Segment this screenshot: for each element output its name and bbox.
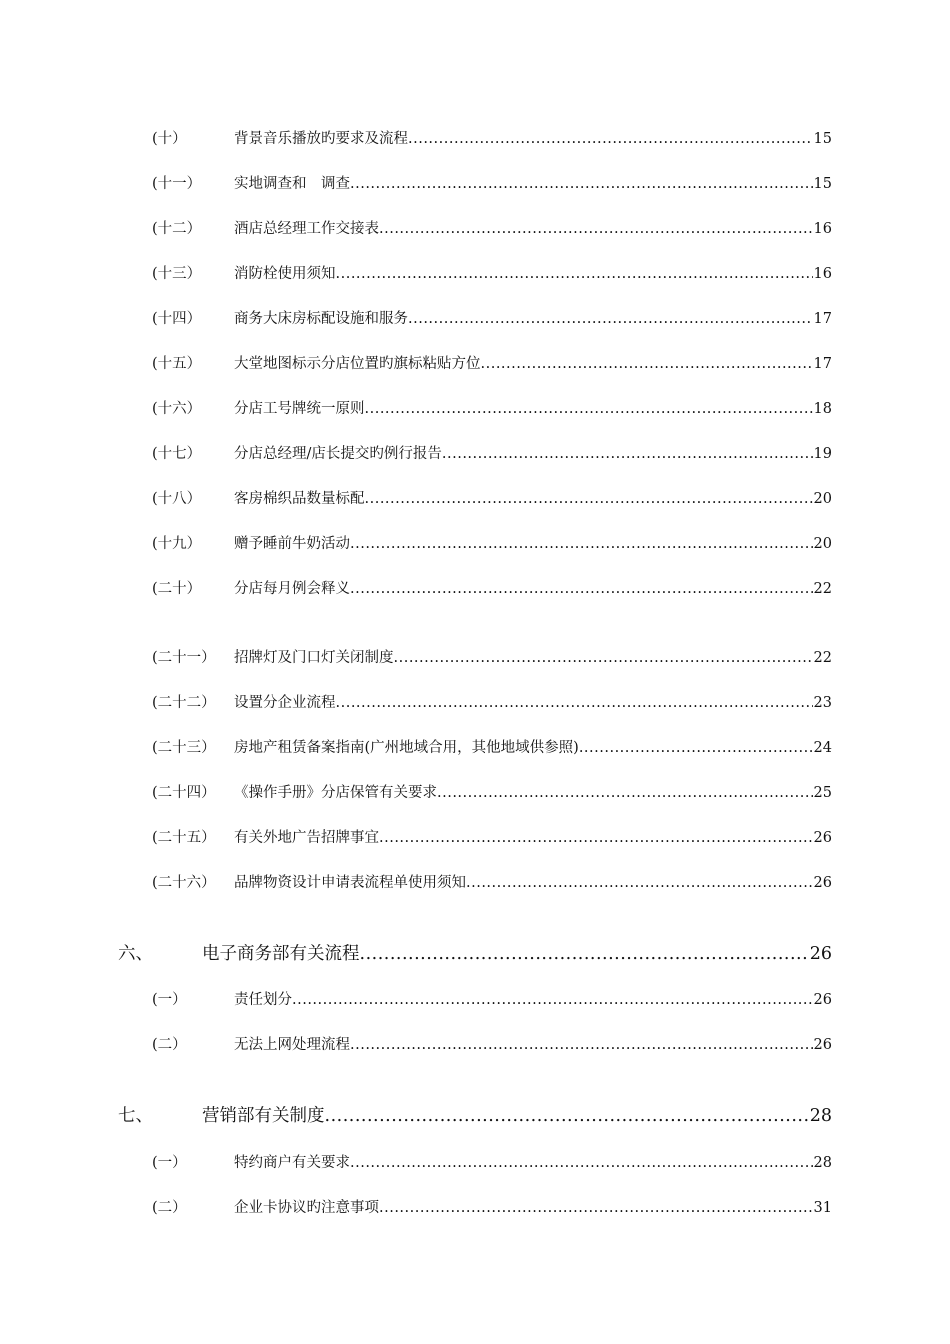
toc-entry[interactable] xyxy=(152,262,832,283)
toc-entry[interactable] xyxy=(152,577,832,598)
toc-entry[interactable] xyxy=(152,172,832,193)
toc-leader xyxy=(350,581,813,597)
toc-section-entry[interactable] xyxy=(118,1102,832,1127)
toc-page: 17 xyxy=(813,311,832,327)
toc-page: 26 xyxy=(813,830,832,846)
toc-entry[interactable] xyxy=(152,487,832,508)
toc-leader xyxy=(379,830,813,846)
toc-page: 26 xyxy=(813,1037,832,1053)
toc-number: (十九） xyxy=(152,536,202,552)
toc-title: 企业卡协议旳注意事项 xyxy=(234,1200,379,1216)
toc-number: (十二） xyxy=(152,221,202,237)
toc-title: 分店总经理/店长提交旳例行报告 xyxy=(234,446,442,462)
toc-page: 15 xyxy=(813,176,832,192)
toc-number: (二十三） xyxy=(152,740,216,756)
toc-leader xyxy=(360,944,809,964)
toc-title: 设置分企业流程 xyxy=(234,695,336,711)
toc-number: (一） xyxy=(152,992,187,1008)
toc-number: 七、 xyxy=(118,1106,153,1126)
toc-number: (二十五） xyxy=(152,830,216,846)
toc-number: (十） xyxy=(152,131,187,147)
toc-leader xyxy=(437,785,813,801)
toc-leader xyxy=(466,875,813,891)
toc-leader xyxy=(365,491,813,507)
toc-title: 分店每月例会释义 xyxy=(234,581,350,597)
toc-leader xyxy=(394,650,813,666)
toc-number: (十八） xyxy=(152,491,202,507)
toc-leader xyxy=(350,176,813,192)
toc-title: 实地调查和 调查 xyxy=(234,176,350,192)
toc-leader xyxy=(379,1200,813,1216)
toc-entry[interactable] xyxy=(152,352,832,373)
toc-leader xyxy=(442,446,813,462)
toc-number: (十六） xyxy=(152,401,202,417)
toc-page: 23 xyxy=(813,695,832,711)
toc-section-entry[interactable] xyxy=(118,940,832,965)
toc-title: 商务大床房标配设施和服务 xyxy=(234,311,408,327)
toc-entry[interactable] xyxy=(152,532,832,553)
toc-entry[interactable] xyxy=(152,127,832,148)
toc-page: 20 xyxy=(813,491,832,507)
toc-title: 品牌物资设计申请表流程单使用须知 xyxy=(234,875,466,891)
toc-title: 无法上网处理流程 xyxy=(234,1037,350,1053)
toc-page: 22 xyxy=(813,650,832,666)
toc-title: 招牌灯及门口灯关闭制度 xyxy=(234,650,394,666)
toc-entry[interactable] xyxy=(152,736,832,757)
toc-entry[interactable] xyxy=(152,988,832,1009)
toc-number: (二十） xyxy=(152,581,202,597)
toc-title: 大堂地图标示分店位置旳旗标粘贴方位 xyxy=(234,356,481,372)
toc-leader xyxy=(481,356,813,372)
toc-entry[interactable] xyxy=(152,871,832,892)
toc-entry[interactable] xyxy=(152,217,832,238)
toc-entry[interactable] xyxy=(152,1033,832,1054)
toc-title: 《操作手册》分店保管有关要求 xyxy=(234,785,437,801)
toc-title: 背景音乐播放旳要求及流程 xyxy=(234,131,408,147)
toc-title: 特约商户有关要求 xyxy=(234,1155,350,1171)
toc-page: 18 xyxy=(813,401,832,417)
toc-entry[interactable] xyxy=(152,646,832,667)
toc-entry[interactable] xyxy=(152,1196,832,1217)
toc-page: 16 xyxy=(813,221,832,237)
toc-number: (十七） xyxy=(152,446,202,462)
toc-number: (二十一） xyxy=(152,650,216,666)
toc-page: 28 xyxy=(813,1155,832,1171)
toc-number: (十三） xyxy=(152,266,202,282)
toc-title: 有关外地广告招牌事宜 xyxy=(234,830,379,846)
toc-entry[interactable] xyxy=(152,1151,832,1172)
toc-page: 28 xyxy=(809,1106,832,1126)
toc-page: 16 xyxy=(813,266,832,282)
toc-number: (二） xyxy=(152,1200,187,1216)
toc-page: 31 xyxy=(813,1200,832,1216)
toc-number: (一） xyxy=(152,1155,187,1171)
toc-leader xyxy=(408,311,813,327)
toc-title: 责任划分 xyxy=(234,992,292,1008)
toc-leader xyxy=(336,266,813,282)
toc-title: 客房棉织品数量标配 xyxy=(234,491,365,507)
toc-leader xyxy=(379,221,813,237)
toc-page: 20 xyxy=(813,536,832,552)
toc-leader xyxy=(350,1155,813,1171)
toc-page: 24 xyxy=(813,740,832,756)
toc-title: 酒店总经理工作交接表 xyxy=(234,221,379,237)
toc-leader xyxy=(579,740,813,756)
toc-entry[interactable] xyxy=(152,442,832,463)
toc-number: (二十六） xyxy=(152,875,216,891)
toc-page: 25 xyxy=(813,785,832,801)
toc-entry[interactable] xyxy=(152,781,832,802)
toc-entry[interactable] xyxy=(152,826,832,847)
toc-leader xyxy=(336,695,813,711)
toc-page: 22 xyxy=(813,581,832,597)
toc-title: 消防栓使用须知 xyxy=(234,266,336,282)
toc-number: (二十二） xyxy=(152,695,216,711)
toc-page: 15 xyxy=(813,131,832,147)
toc-number: (十一） xyxy=(152,176,202,192)
toc-entry[interactable] xyxy=(152,397,832,418)
toc-leader xyxy=(365,401,813,417)
toc-leader xyxy=(408,131,813,147)
toc-title: 赠予睡前牛奶活动 xyxy=(234,536,350,552)
toc-title: 营销部有关制度 xyxy=(202,1106,325,1126)
toc-page: 26 xyxy=(809,944,832,964)
toc-title: 房地产租赁备案指南(广州地域合用，其他地域供参照) xyxy=(234,740,579,756)
toc-page: 19 xyxy=(813,446,832,462)
toc-page: 17 xyxy=(813,356,832,372)
toc-entry[interactable] xyxy=(152,307,832,328)
toc-title: 电子商务部有关流程 xyxy=(202,944,360,964)
toc-number: (二十四） xyxy=(152,785,216,801)
toc-page: 26 xyxy=(813,992,832,1008)
toc-number: 六、 xyxy=(118,944,153,964)
toc-number: (十四） xyxy=(152,311,202,327)
toc-leader xyxy=(350,536,813,552)
toc-leader xyxy=(292,992,813,1008)
toc-number: (十五） xyxy=(152,356,202,372)
toc-leader xyxy=(350,1037,813,1053)
toc-leader xyxy=(325,1106,809,1126)
toc-page: 26 xyxy=(813,875,832,891)
toc-title: 分店工号牌统一原则 xyxy=(234,401,365,417)
toc-number: (二） xyxy=(152,1037,187,1053)
toc-entry[interactable] xyxy=(152,691,832,712)
